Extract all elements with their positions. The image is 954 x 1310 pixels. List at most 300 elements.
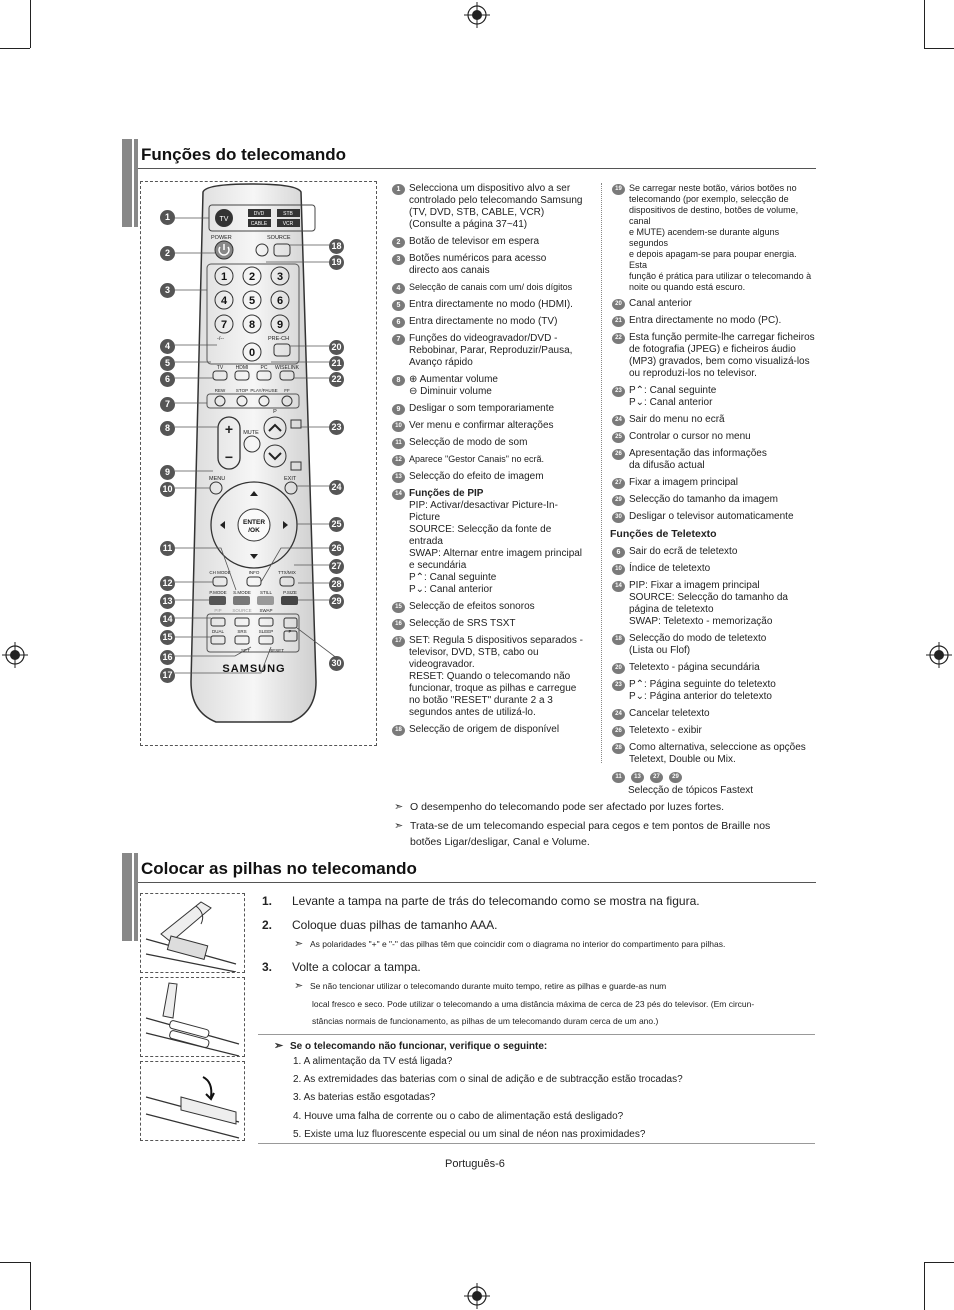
callout-27: 27 [329,559,344,574]
item-text [629,708,817,720]
item-number-badge: 16 [392,619,405,630]
item-line: e depois apagam-se para poupar energia. Esta [629,249,797,270]
item-line: Funções de PIP [409,488,484,499]
callout-1: 1 [160,210,175,225]
function-item [392,282,592,294]
remote-rew-label: REW [214,388,226,393]
callout-22: 22 [329,372,344,387]
crop-mark [924,1262,925,1310]
item-text [409,236,592,248]
callout-9: 9 [160,465,175,480]
function-item [612,494,817,506]
digit-0: 0 [248,347,256,359]
item-text [409,454,592,466]
item-text [629,183,817,293]
item-text [629,332,817,380]
item-text [409,437,592,449]
item-number-badge: 26 [612,726,625,737]
function-item [392,420,592,432]
registration-mark-icon [2,642,28,668]
crop-mark [924,48,954,49]
remote-dual-label: DUAL [211,629,225,634]
battery-insert-icon [141,978,244,1056]
item-text [629,546,817,558]
function-item [392,437,592,449]
remote-sleep-label: SLEEP [258,629,274,634]
function-item [612,546,817,558]
remote-prech-label: PRE-CH [268,336,290,342]
function-item [612,332,817,380]
item-number-badge: 11 [392,438,405,449]
function-item [612,662,817,674]
callout-5: 5 [160,356,175,371]
function-item [612,298,817,310]
item-line: Botões numéricos para acesso [409,253,547,264]
item-text [409,724,592,736]
callout-11: 11 [160,541,175,556]
note-braille-cont [410,835,590,850]
section-bar [134,853,138,941]
function-item [612,183,817,293]
item-line: Picture [409,512,441,523]
callout-29: 29 [329,594,344,609]
section-rule [138,882,816,883]
divider [258,1143,815,1144]
step-2-note [294,937,725,952]
item-line: Aparece "Gestor Canais" no ecrã. [409,454,544,464]
item-line: Rebobinar, Parar, Reproduzir/Pausa, [409,345,573,356]
item-number-badge: 18 [612,634,625,645]
callout-18: 18 [329,239,344,254]
digit-2: 2 [248,271,256,283]
callout-21: 21 [329,356,344,371]
item-line: de fotografia (JPEG) e ficheiros áudio [629,344,796,355]
item-line: Como alternativa, seleccione as opções [629,742,806,753]
callout-17: 17 [160,668,175,683]
item-line: PIP: Fixar a imagem principal [629,580,760,591]
item-line: Selecciona um dispositivo alvo a ser [409,183,571,194]
item-line: Selecção de SRS TSXT [409,618,516,629]
remote-exit-label: EXIT [284,476,297,482]
function-item [612,431,817,443]
column-divider [601,183,602,763]
digit-3: 3 [276,271,284,283]
item-line: Cancelar teletexto [629,708,710,719]
section-bar [122,139,132,227]
item-number-badge: 26 [612,449,625,460]
item-text [409,282,592,294]
crop-mark [30,1262,31,1310]
step-number: 2. [262,918,273,932]
item-line: televisor, DVD, STB, cabo ou [409,647,539,658]
item-text [409,403,592,415]
callout-23: 23 [329,420,344,435]
step-number: 3. [262,960,273,974]
item-number-badge: 5 [392,300,405,311]
function-item [392,374,592,398]
item-text [409,420,592,432]
item-line: Selecção do efeito de imagem [409,471,544,482]
item-number-badge: 30 [612,512,625,523]
item-number-badge: 23 [612,680,625,691]
item-line: controlado pelo telecomando Samsung [409,195,583,206]
digit-8: 8 [248,319,256,331]
item-line: P⌄: Canal anterior [629,397,713,408]
digit-4: 4 [220,295,228,307]
item-number-badge: 20 [612,299,625,310]
item-number-badge: 12 [392,455,405,466]
remote-menu-label: MENU [209,476,226,482]
crop-mark [924,1262,954,1263]
item-text [409,299,592,311]
crop-mark [924,0,925,48]
function-item [392,183,592,231]
fastext-badges [612,771,817,783]
item-line: Selecção de origem de disponível [409,724,560,735]
function-item [612,580,817,628]
function-item [392,454,592,466]
item-line: Selecção de efeitos sonoros [409,601,535,612]
item-text [629,414,817,426]
remote-still-label: STILL [259,590,273,595]
item-line: P⌃: Página seguinte do teletexto [629,679,776,690]
item-line: Controlar o cursor no menu [629,431,751,442]
callout-7: 7 [160,397,175,412]
function-item [612,708,817,720]
function-item [392,403,592,415]
item-line: entrada [409,536,443,547]
item-text [629,580,817,628]
item-number-badge: 7 [392,334,405,345]
function-item [612,725,817,737]
remote-pmode-label: P.MODE [209,590,227,595]
crop-mark [0,1262,30,1263]
note-text: As polaridades "+" e "-" das pilhas têm que coincidir com o diagrama no interior do compartimento para pilhas. [310,939,726,949]
item-text [409,635,592,719]
remote-ff-label: FF [284,388,290,393]
check-item: 3. As baterias estão esgotadas? [293,1092,436,1103]
item-line: e MUTE) acendem-se durante alguns segundos [629,227,780,248]
item-number-badge: 10 [612,564,625,575]
item-number-badge: 14 [392,489,405,500]
digit-5: 5 [248,295,256,307]
item-line: da difusão actual [629,460,705,471]
callout-25: 25 [329,517,344,532]
item-text [629,662,817,674]
item-line: Teletexto - página secundária [629,662,760,673]
callout-12: 12 [160,576,175,591]
check-title-text: Se o telecomando não funcionar, verifique o seguinte: [290,1041,548,1052]
check-item: 2. As extremidades das baterias com o sinal de adição e de subtracção estão trocadas? [293,1074,683,1085]
step-3-note-cont [312,997,754,1012]
callout-3: 3 [160,283,175,298]
callout-20: 20 [329,340,344,355]
svg-text:−: − [224,449,234,465]
function-item [392,724,592,736]
callout-16: 16 [160,650,175,665]
item-line: P⌃: Canal seguinte [409,572,497,583]
digit-1: 1 [220,271,228,283]
crop-mark [0,48,30,49]
item-number-badge: 22 [612,333,625,344]
check-item: 4. Houve uma falha de corrente ou o cabo de alimentação está desligado? [293,1111,624,1122]
item-text [629,563,817,575]
step-3-note-cont [312,1014,658,1029]
item-line: Índice de teletexto [629,563,711,574]
battery-step-illustration [140,977,245,1057]
callout-26: 26 [329,541,344,556]
teletext-title: Funções de Teletexto [610,528,717,540]
item-line: P⌄: Página anterior do teletexto [629,691,772,702]
item-line: SOURCE: Selecção do tamanho da [629,592,788,603]
function-item [392,299,592,311]
fastext-label: Selecção de tópicos Fastext [628,785,754,796]
item-line: ⊕ Aumentar volume [409,374,498,385]
remote-stop-label: STOP [235,388,249,393]
function-item [392,333,592,369]
item-number-badge: 25 [612,432,625,443]
note-text: Se não tencionar utilizar o telecomando durante muito tempo, retire as pilhas e guarde-as num [310,981,667,991]
remote-smode-label: S.MODE [233,590,251,595]
item-line: videogravador. [409,659,475,670]
item-line: função é prática para utilizar o telecomando à [629,271,812,281]
item-line: no botão "RESET" durante 2 a 3 [409,695,553,706]
item-text [629,494,817,506]
item-number-badge: 29 [669,772,682,783]
step-text: Volte a colocar a tampa. [292,960,421,974]
note-text: botões Ligar/desligar, Canal e Volume. [410,836,590,848]
item-number-badge: 28 [612,743,625,754]
item-line: Canal anterior [629,298,692,309]
item-number-badge: 18 [392,725,405,736]
remote-enter-label: ENTER [242,519,266,526]
item-number-badge: 13 [631,772,644,783]
item-line: Selecção de modo de som [409,437,528,448]
function-item [392,236,592,248]
function-item [612,742,817,766]
callout-28: 28 [329,577,344,592]
callout-24: 24 [329,480,344,495]
remote-playpause-label: PLAY/PAUSE [250,388,278,393]
callout-13: 13 [160,594,175,609]
page-number: Português-6 [445,1158,505,1170]
callout-10: 10 [160,482,175,497]
remote-info-label: INFO [248,570,260,575]
note-text: O desempenho do telecomando pode ser afectado por luzes fortes. [410,801,725,813]
digit-9: 9 [276,319,284,331]
item-number-badge: 3 [392,254,405,265]
item-number-badge: 19 [612,184,625,195]
item-number-badge: 2 [392,237,405,248]
divider [258,1034,815,1035]
callout-4: 4 [160,339,175,354]
item-line: P⌃: Canal seguinte [629,385,717,396]
item-line: Entra directamente no modo (PC). [629,315,782,326]
remote-brand: SAMSUNG [222,663,286,675]
remote-stb-label: STB [283,211,293,217]
section-title: Colocar as pilhas no telecomando [141,859,417,878]
item-line: Sair do menu no ecrã [629,414,725,425]
step-2 [262,918,497,932]
item-number-badge: 23 [612,386,625,397]
function-item [392,488,592,596]
callout-6: 6 [160,372,175,387]
item-text [409,253,592,277]
item-text [629,511,817,523]
item-text [409,601,592,613]
item-number-badge: 29 [612,495,625,506]
item-line: P⌄: Canal anterior [409,584,493,595]
registration-mark-icon [464,1283,490,1309]
item-line: Ver menu e confirmar alterações [409,420,554,431]
battery-cover-open-icon [141,894,244,972]
note-arrow-icon: ➣ [394,820,404,832]
item-text [629,742,817,766]
remote-tv-label: TV [219,216,229,223]
item-line: página de teletexto [629,604,714,615]
item-line: RESET: Quando o telecomando não [409,671,571,682]
item-text [409,316,592,328]
item-number-badge: 6 [612,547,625,558]
remote-power-label: POWER [211,235,232,241]
section-bar [122,853,132,941]
item-line: ⊖ Diminuir volume [409,386,492,397]
item-number-badge: 9 [392,404,405,415]
item-line: Desligar o som temporariamente [409,403,555,414]
item-line: SWAP: Teletexto - memorização [629,616,773,627]
item-number-badge: 14 [612,581,625,592]
step-1 [262,894,700,908]
item-line: Botão de televisor em espera [409,236,540,247]
section-rule [138,168,816,169]
item-number-badge: 24 [612,415,625,426]
item-line: SWAP: Alternar entre imagem principal [409,548,583,559]
function-item [612,563,817,575]
item-number-badge: 17 [392,636,405,647]
remote-p-label: P [273,409,277,415]
note-text: Trata-se de um telecomando especial para cegos e tem pontos de Braille nos [410,820,771,832]
item-number-badge: 11 [612,772,625,783]
item-line: Selecção de canais com um/ dois dígitos [409,282,573,292]
remote-p2-label: P [288,629,292,634]
item-line: SET: Regula 5 dispositivos separados - [409,635,583,646]
function-item [612,448,817,472]
note-arrow-icon: ➣ [294,938,304,950]
item-number-badge: 4 [392,283,405,294]
remote-dvd-label: DVD [253,211,265,217]
item-line: Sair do ecrã de teletexto [629,546,738,557]
function-item [612,477,817,489]
item-line: funcionar, troque as pilhas e carregue [409,683,577,694]
item-line: Desligar o televisor automaticamente [629,511,794,522]
step-text: Coloque duas pilhas de tamanho AAA. [292,918,498,932]
function-item [612,414,817,426]
step-3 [262,960,421,974]
battery-step-illustration [140,893,245,973]
callout-8: 8 [160,421,175,436]
callout-15: 15 [160,630,175,645]
item-text [409,488,592,596]
remote-ok-label: /OK [248,527,260,534]
item-line: ou reproduzi-los no televisor. [629,368,757,379]
function-item [612,633,817,657]
function-item [612,315,817,327]
remote-source-label: SOURCE [267,235,291,241]
item-text [629,298,817,310]
battery-cover-close-icon [141,1062,244,1140]
item-line: Fixar a imagem principal [629,477,738,488]
note-text: stâncias normais de funcionamento, as pilhas de um telecomando duram cerca de um ano.) [312,1016,659,1026]
remote-cable-label: CABLE [250,221,268,227]
remote-functions-column-1 [392,183,592,741]
function-item [392,253,592,277]
item-number-badge: 8 [392,375,405,386]
item-line: Se carregar neste botão, vários botões no [629,183,797,193]
item-line: Entra directamente no modo (HDMI). [409,299,573,310]
function-item [392,471,592,483]
callout-19: 19 [329,255,344,270]
function-item [612,679,817,703]
item-line: dispositivos de destino, botões de volume, canal [629,205,799,226]
item-text [629,679,817,703]
item-line: Apresentação das informações [629,448,767,459]
function-item [392,618,592,630]
item-number-badge: 20 [612,663,625,674]
note-braille [394,819,770,834]
item-line: Entra directamente no modo (TV) [409,316,558,327]
digit-7: 7 [220,319,228,331]
step-3-note [294,979,666,994]
item-line: noite ou quando está escuro. [629,282,746,292]
item-number-badge: 15 [392,602,405,613]
item-number-badge: 24 [612,709,625,720]
item-text [629,385,817,409]
function-item [392,601,592,613]
battery-step-illustration [140,1061,245,1141]
remote-functions-column-2 [612,183,817,797]
callout-14: 14 [160,612,175,627]
check-item: 1. A alimentação da TV está ligada? [293,1056,453,1067]
item-text [629,448,817,472]
item-text [629,477,817,489]
item-line: PIP: Activar/desactivar Picture-In- [409,500,558,511]
item-number-badge: 10 [392,421,405,432]
remote-chmode-label: CH MODE [209,570,231,575]
note-text: local fresco e seco. Pode utilizar o telecomando a uma distância máxima de cerca de 23 pés do televisor. (Em circun- [312,999,755,1009]
item-number-badge: 27 [650,772,663,783]
remote-tvsrc-label: TV [216,365,224,371]
check-title [274,1039,547,1054]
note-arrow-icon: ➣ [274,1040,284,1052]
function-item [392,316,592,328]
step-number: 1. [262,894,273,908]
item-text [629,633,817,657]
item-line: (MP3) gravados, bem como visualizá-los [629,356,810,367]
remote-hdmi-label: HDMI [235,365,249,371]
function-item [392,635,592,719]
item-number-badge: 13 [392,472,405,483]
remote-source2-label: SOURCE [232,608,252,613]
item-line: (Lista ou Flof) [629,645,691,656]
item-line: Selecção do modo de teletexto [629,633,767,644]
item-line: directo aos canais [409,265,490,276]
function-item [612,385,817,409]
crop-mark [30,0,31,48]
callout-2: 2 [160,246,175,261]
item-text [409,471,592,483]
item-line: Teletext, Double ou Mix. [629,754,736,765]
item-number-badge: 21 [612,316,625,327]
